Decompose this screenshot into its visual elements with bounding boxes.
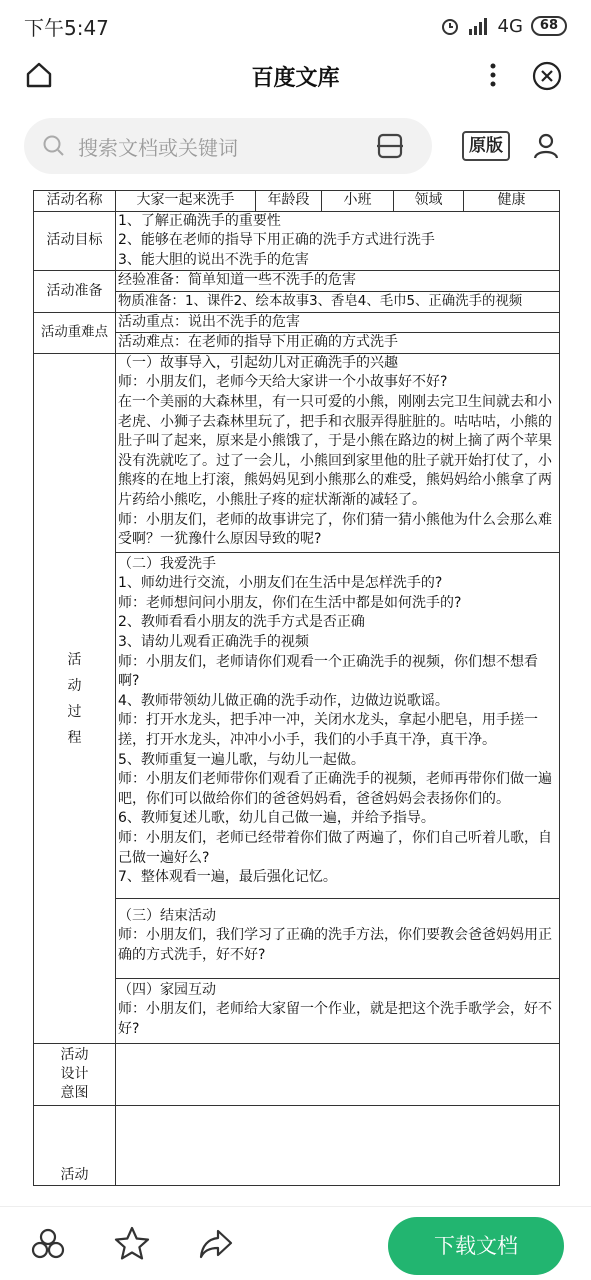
status-icons xyxy=(440,16,568,37)
header-design-intent xyxy=(34,1044,116,1106)
forward-icon[interactable] xyxy=(197,1225,235,1263)
status-time: 下午5:47 xyxy=(24,15,109,40)
section-heading: （三）结束活动 xyxy=(118,907,216,924)
lesson-plan-table xyxy=(33,190,560,1186)
table-row xyxy=(34,1106,560,1186)
paragraph: 师：小朋友们，老师请你们观看一个正确洗手的视频，你们想不想看啊? xyxy=(118,653,538,690)
paragraph: 4、教师带领幼儿做正确的洗手动作，边做边说歌谣。 xyxy=(118,692,449,709)
prep-item: 物质准备：1、课件2、绘本故事3、香皂4、毛巾5、正确洗手的视频 xyxy=(116,291,560,312)
paragraph: 师：小朋友们，老师已经带着你们做了两遍了，你们自己听着儿歌，自己做一遍好么? xyxy=(118,830,552,866)
header-activity-name: 活动名称 xyxy=(34,191,116,212)
paragraph: 在一个美丽的大森林里，有一只可爱的小熊，刚刚去完卫生间就去和小老虎、小狮子去森林里玩了，把手和衣服弄得脏脏的。咕咕咕，小熊的肚子叫了起来，原来是小熊饿了，于是小熊在路边的树上摘了两个苹果没有洗就吃了。过了一会儿，小熊回到家里他的肚子就开始打仗了，小熊疼的在地上打滚，熊妈妈见到小熊那么的难受，熊妈妈给小熊拿了两片药给小熊吃，小熊肚子疼的症状渐渐的减轻了。 xyxy=(118,393,552,508)
original-version-button[interactable]: 原版 xyxy=(462,131,510,161)
activity-name: 大家一起来洗手 xyxy=(116,191,256,212)
goal-item: 1、了解正确洗手的重要性 xyxy=(118,212,281,229)
paragraph: 6、教师复述儿歌，幼儿自己做一遍，并给予指导。 xyxy=(118,810,435,827)
section-heading: （一）故事导入，引起幼儿对正确洗手的兴趣 xyxy=(118,354,398,371)
signal-icon xyxy=(468,17,490,35)
paragraph: 师：小朋友们，老师的故事讲完了，你们猜一猜小熊他为什么会那么难受啊？一犹豫什么原因导致的呢? xyxy=(118,511,552,548)
header-design-line: 意图 xyxy=(60,1085,89,1102)
header-design-line: 活动 xyxy=(60,1047,89,1064)
header-process xyxy=(34,353,116,1044)
header-process-char: 程 xyxy=(67,729,82,746)
process-cell xyxy=(116,353,560,1044)
header-process-char: 动 xyxy=(67,677,82,694)
paragraph: 师：小朋友们，老师今天给大家讲一个小故事好不好? xyxy=(118,374,448,391)
paragraph: 1、师幼进行交流，小朋友们在生活中是怎样洗手的? xyxy=(118,575,443,592)
network-type: 4G xyxy=(497,15,523,37)
bottom-bar xyxy=(0,1206,591,1280)
page-title: 百度文库 xyxy=(251,65,340,91)
header-prep: 活动准备 xyxy=(34,271,116,312)
key-point-item: 活动难点：在老师的指导下用正确的方式洗手 xyxy=(116,333,560,354)
age-value: 小班 xyxy=(322,191,394,212)
header-age: 年龄段 xyxy=(256,191,322,212)
domain-value: 健康 xyxy=(464,191,560,212)
search-input[interactable] xyxy=(24,118,432,174)
paragraph: 师：小朋友们老师带你们观看了正确洗手的视频，老师再带你们做一遍吧，你们可以做给你们的爸爸妈妈看，爸爸妈妈会表扬你们的。 xyxy=(118,771,552,807)
alarm-icon xyxy=(440,16,460,36)
scan-icon[interactable] xyxy=(376,132,404,160)
section-heading: （二）我爱洗手 xyxy=(118,555,216,572)
download-button[interactable]: 下载文档 xyxy=(388,1217,564,1275)
process-section-2 xyxy=(116,552,559,898)
design-intent-cell xyxy=(116,1044,560,1106)
header-design-line: 设计 xyxy=(60,1066,89,1083)
last-cell xyxy=(116,1106,560,1186)
paragraph: 7、整体观看一遍，最后强化记忆。 xyxy=(118,869,337,886)
user-icon[interactable] xyxy=(531,131,561,161)
process-section-3 xyxy=(116,898,559,978)
nav-bar xyxy=(0,52,591,100)
table-row xyxy=(34,191,560,212)
status-bar xyxy=(0,0,591,52)
section-heading: （四）家园互动 xyxy=(118,981,216,998)
header-key-points: 活动重难点 xyxy=(34,312,116,353)
search-placeholder: 搜索文档或关键词 xyxy=(78,135,238,160)
paragraph: 3、请幼儿观看正确洗手的视频 xyxy=(118,634,309,651)
battery-icon: 68 xyxy=(531,16,567,36)
home-icon[interactable] xyxy=(24,60,54,90)
key-point-item: 活动重点：说出不洗手的危害 xyxy=(116,312,560,333)
header-goal: 活动目标 xyxy=(34,211,116,271)
prep-item: 经验准备：简单知道一些不洗手的危害 xyxy=(116,271,560,292)
header-last: 活动 xyxy=(34,1106,116,1186)
goal-item: 3、能大胆的说出不洗手的危害 xyxy=(118,251,309,268)
star-icon[interactable] xyxy=(113,1225,151,1263)
document-view[interactable] xyxy=(0,186,591,1206)
search-icon xyxy=(42,134,66,158)
table-row xyxy=(34,312,560,333)
paragraph: 5、教师重复一遍儿歌，与幼儿一起做。 xyxy=(118,751,365,768)
paragraph: 师：小朋友们，老师给大家留一个作业，就是把这个洗手歌学会，好不好? xyxy=(118,1001,552,1037)
header-process-char: 活 xyxy=(67,651,82,668)
header-process-char: 过 xyxy=(67,703,82,720)
share-circles-icon[interactable] xyxy=(29,1225,67,1263)
table-row xyxy=(34,353,560,1044)
process-section-1 xyxy=(116,354,559,552)
header-domain: 领域 xyxy=(394,191,464,212)
goal-item: 2、能够在老师的指导下用正确的洗手方式进行洗手 xyxy=(118,232,435,249)
goal-cell xyxy=(116,211,560,271)
table-row xyxy=(34,211,560,271)
paragraph: 2、教师看看小朋友的洗手方式是否正确 xyxy=(118,614,365,631)
process-section-4 xyxy=(116,978,559,1044)
close-icon[interactable] xyxy=(531,60,563,92)
table-row xyxy=(34,271,560,292)
more-icon[interactable] xyxy=(478,60,508,90)
table-row xyxy=(34,1044,560,1106)
paragraph: 师：小朋友们，我们学习了正确的洗手方法，你们要教会爸爸妈妈用正确的方式洗手，好不好? xyxy=(118,927,552,963)
paragraph: 师：打开水龙头，把手冲一冲，关闭水龙头，拿起小肥皂，用手搓一搓，打开水龙头，冲冲小小手，我们的小手真干净，真干净。 xyxy=(118,712,538,749)
paragraph: 师：老师想问问小朋友，你们在生活中都是如何洗手的? xyxy=(118,594,462,611)
